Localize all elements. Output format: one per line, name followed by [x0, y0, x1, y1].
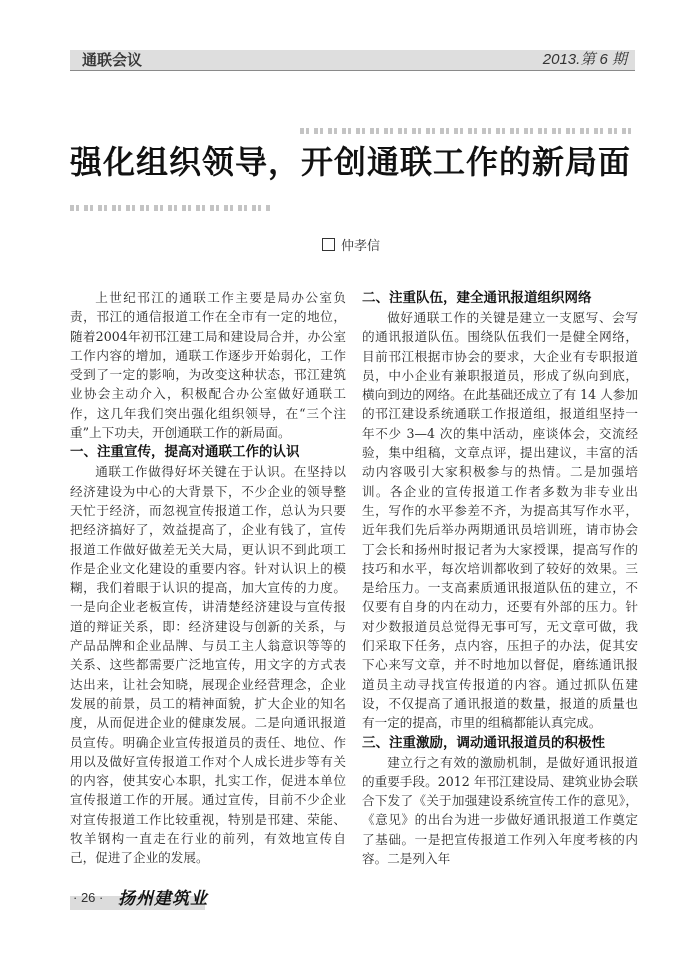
magazine-logo: 扬州建筑业: [118, 889, 208, 909]
right-column: [362, 288, 638, 868]
page-number: · 26 ·: [73, 890, 104, 905]
issue-number: 2013.第 6 期: [542, 51, 627, 68]
page-footer: [70, 889, 208, 910]
decorative-divider: [300, 128, 635, 134]
square-icon: [322, 238, 335, 251]
paragraph: 建立行之有效的激励机制，是做好通讯报道的重要手段。2012 年邗江建设局、建筑业协会联合下发了《关于加强建设系统宣传工作的意见》，《意见》的出台为进一步做好通讯报道工作奠定了基础。一是把宣传报道工作列入年度考核的内容。二是列入年: [362, 754, 638, 867]
running-header: [70, 50, 635, 71]
decorative-divider: [70, 205, 270, 211]
paragraph: 上世纪邗江的通联工作主要是局办公室负责，邗江的通信报道工作在全市有一定的地位，随着2004年初邗江建工局和建设局合并，办公室工作内容的增加，通联工作逐步开始弱化，工作受到了一定的影响，为改变这种状态，邗江建筑业协会主动介入，积极配合办公室做好通联工作，这几年我们突出强化组织领导，在“三个注重”上下功夫，开创通联工作的新局面。: [70, 290, 346, 441]
section-heading: 一、注重宣传，提高对通联工作的认识: [70, 444, 300, 461]
section-heading: 三、注重激励，调动通讯报道员的积极性: [362, 734, 605, 751]
paragraph: 通联工作做得好坏关键在于认识。在坚持以经济建设为中心的大背景下，不少企业的领导整天忙于经济，而忽视宣传报道工作，总认为只要把经济搞好了，效益提高了，企业有钱了，宣传报道工作做好做差无关大局，更认识不到此项工作是企业文化建设的重要内容。针对认识上的模糊，我们着眼于认识的提高，加大宣传的力度。一是向企业老板宣传，讲清楚经济建设与宣传报道的辩证关系，即：经济建设与创新的关系，与产品品牌和企业品牌、与员工主人翁意识等等的关系、这些都需要广泛地宣传，用文字的方式表达出来，让社会知晓，展现企业经营理念，企业发展的前景，员工的精神面貌，扩大企业的知名度，从而促进企业的健康发展。二是向通讯报道员宣传。明确企业宣传报道员的责任、地位、作用以及做好宣传报道工作对个人成长进步等有关的内容，使其安心本职，扎实工作，促进本单位宣传报道工作的开展。通过宣传，目前不少企业对宣传报道工作比较重视，特别是邗建、荣能、牧羊钢构一直走在行业的前列，有效地宣传自己，促进了企业的发展。: [70, 464, 346, 866]
article-title: 强化组织领导，开创通联工作的新局面: [70, 143, 632, 181]
left-column: [70, 288, 346, 868]
author-name: 仲孝信: [341, 239, 381, 254]
author-byline: [322, 235, 380, 254]
section-heading: 二、注重队伍，建全通讯报道组织网络: [362, 290, 592, 306]
section-name: 通联会议: [82, 51, 143, 69]
paragraph: 做好通联工作的关键是建立一支愿写、会写的通讯报道队伍。围绕队伍我们一是健全网络，目前邗江根据市协会的要求，大企业有专职报道员，中小企业有兼职报道员，形成了纵向到底，横向到边的网络。在此基础还成立了有 14 人参加的邗江建设系统通联工作报道组，报道组坚持一年不少 3—4 次的集中活动，座谈体会，交流经验，集中组稿，文章点评，提出建议，丰富的活动内容吸引大家积极参与的热情。二是加强培训。各企业的宣传报道工作者多数为非专业出生，写作的水平参差不齐，为提高其写作水平，近年我们先后举办两期通讯员培训班，请市协会丁会长和扬州时报记者为大家授课，提高写作的技巧和水平，每次培训都收到了较好的效果。三是给压力。一支高素质通讯报道队伍的建立，不仅要有自身的内在动力，还要有外部的压力。针对少数报道员总觉得无事可写，无文章可做，我们采取下任务，点内容，压担子的办法，促其安下心来写文章，并不时地加以督促，磨练通讯报道员主动寻找宣传报道的内容。通过抓队伍建设，不仅提高了通讯报道的数量，报道的质量也有一定的提高，市里的组稿都能认真完成。: [362, 310, 638, 731]
